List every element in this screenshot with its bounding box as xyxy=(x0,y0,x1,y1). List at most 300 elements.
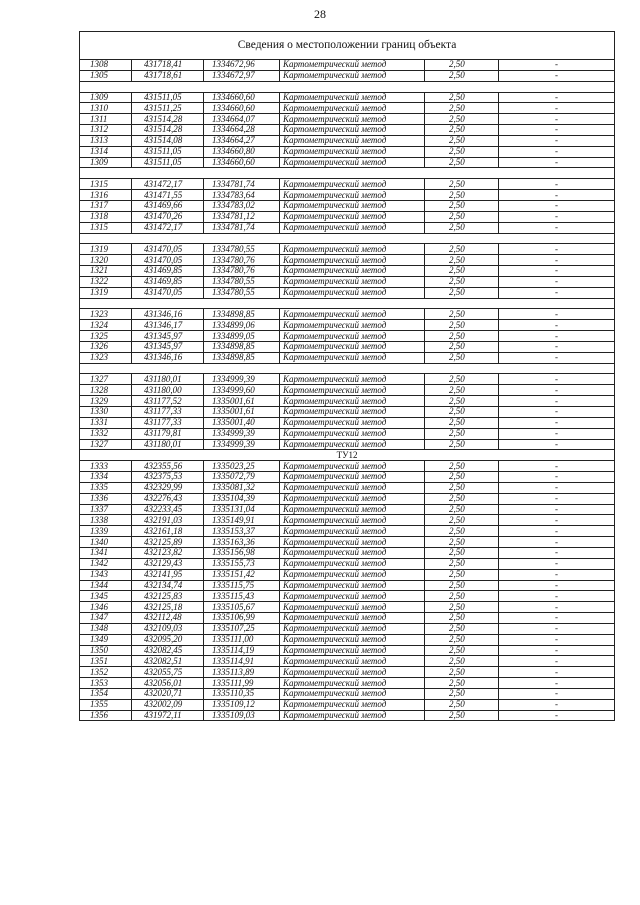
coordinate-x: 432095,20 xyxy=(132,634,204,645)
coordinate-x: 432082,51 xyxy=(132,656,204,667)
precision-cell: 2,50 xyxy=(425,70,499,81)
point-number: 1335 xyxy=(80,482,132,493)
method-cell: Картометрический метод xyxy=(280,396,425,407)
table-row xyxy=(80,515,615,526)
point-number: 1345 xyxy=(80,591,132,602)
coordinate-x: 431511,25 xyxy=(132,103,204,114)
description-cell: - xyxy=(499,613,615,624)
coordinate-x: 431514,08 xyxy=(132,135,204,146)
description-cell: - xyxy=(499,515,615,526)
coordinate-x: 432134,74 xyxy=(132,580,204,591)
point-number: 1343 xyxy=(80,569,132,580)
description-cell: - xyxy=(499,710,615,721)
point-number: 1312 xyxy=(80,125,132,136)
precision-cell: 2,50 xyxy=(425,613,499,624)
group-separator xyxy=(80,168,615,179)
precision-cell: 2,50 xyxy=(425,114,499,125)
description-cell: - xyxy=(499,309,615,320)
table-row xyxy=(80,569,615,580)
table-title: Сведения о местоположении границ объекта xyxy=(80,32,615,60)
precision-cell: 2,50 xyxy=(425,244,499,255)
method-cell: Картометрический метод xyxy=(280,591,425,602)
coordinate-x: 431718,61 xyxy=(132,70,204,81)
method-cell: Картометрический метод xyxy=(280,255,425,266)
coordinate-y: 1335105,67 xyxy=(204,602,280,613)
description-cell: - xyxy=(499,407,615,418)
method-cell: Картометрический метод xyxy=(280,461,425,472)
description-cell: - xyxy=(499,222,615,233)
table-row xyxy=(80,613,615,624)
method-cell: Картометрический метод xyxy=(280,656,425,667)
method-cell: Картометрический метод xyxy=(280,222,425,233)
coordinate-y: 1335156,98 xyxy=(204,547,280,558)
precision-cell: 2,50 xyxy=(425,331,499,342)
point-number: 1316 xyxy=(80,190,132,201)
method-cell: Картометрический метод xyxy=(280,407,425,418)
coordinate-y: 1334780,55 xyxy=(204,287,280,298)
coordinate-y: 1335115,43 xyxy=(204,591,280,602)
precision-cell: 2,50 xyxy=(425,515,499,526)
precision-cell: 2,50 xyxy=(425,428,499,439)
table-row xyxy=(80,667,615,678)
coordinate-y: 1334999,39 xyxy=(204,439,280,450)
coordinate-x: 431469,66 xyxy=(132,200,204,211)
coordinate-y: 1334898,85 xyxy=(204,352,280,363)
precision-cell: 2,50 xyxy=(425,493,499,504)
method-cell: Картометрический метод xyxy=(280,103,425,114)
description-cell: - xyxy=(499,580,615,591)
table-row xyxy=(80,461,615,472)
table-row xyxy=(80,146,615,157)
coordinate-y: 1334781,12 xyxy=(204,211,280,222)
coordinate-x: 432191,03 xyxy=(132,515,204,526)
method-cell: Картометрический метод xyxy=(280,92,425,103)
coordinate-x: 431972,11 xyxy=(132,710,204,721)
coordinate-x: 432129,43 xyxy=(132,558,204,569)
point-number: 1331 xyxy=(80,417,132,428)
coordinate-x: 431511,05 xyxy=(132,92,204,103)
coordinate-y: 1335163,36 xyxy=(204,537,280,548)
table-row xyxy=(80,645,615,656)
table-row xyxy=(80,688,615,699)
section-header-row xyxy=(80,450,615,461)
table-row xyxy=(80,678,615,689)
method-cell: Картометрический метод xyxy=(280,623,425,634)
coordinate-y: 1335023,25 xyxy=(204,461,280,472)
coordinate-x: 431472,17 xyxy=(132,179,204,190)
coordinate-x: 431718,41 xyxy=(132,60,204,71)
point-number: 1328 xyxy=(80,385,132,396)
method-cell: Картометрический метод xyxy=(280,547,425,558)
table-row xyxy=(80,504,615,515)
coordinate-y: 1334783,64 xyxy=(204,190,280,201)
precision-cell: 2,50 xyxy=(425,504,499,515)
point-number: 1314 xyxy=(80,146,132,157)
coordinate-y: 1334899,06 xyxy=(204,320,280,331)
method-cell: Картометрический метод xyxy=(280,60,425,71)
description-cell: - xyxy=(499,385,615,396)
table-row xyxy=(80,417,615,428)
table-row xyxy=(80,157,615,168)
method-cell: Картометрический метод xyxy=(280,504,425,515)
method-cell: Картометрический метод xyxy=(280,428,425,439)
coordinate-y: 1334672,97 xyxy=(204,70,280,81)
coordinate-y: 1335107,25 xyxy=(204,623,280,634)
precision-cell: 2,50 xyxy=(425,547,499,558)
precision-cell: 2,50 xyxy=(425,255,499,266)
description-cell: - xyxy=(499,504,615,515)
description-cell: - xyxy=(499,157,615,168)
precision-cell: 2,50 xyxy=(425,92,499,103)
coordinate-y: 1335111,00 xyxy=(204,634,280,645)
description-cell: - xyxy=(499,320,615,331)
method-cell: Картометрический метод xyxy=(280,114,425,125)
description-cell: - xyxy=(499,114,615,125)
description-cell: - xyxy=(499,678,615,689)
method-cell: Картометрический метод xyxy=(280,320,425,331)
point-number: 1346 xyxy=(80,602,132,613)
table-row xyxy=(80,92,615,103)
point-number: 1341 xyxy=(80,547,132,558)
coordinate-y: 1334783,02 xyxy=(204,200,280,211)
precision-cell: 2,50 xyxy=(425,678,499,689)
coordinate-x: 432141,95 xyxy=(132,569,204,580)
precision-cell: 2,50 xyxy=(425,309,499,320)
table-row xyxy=(80,374,615,385)
method-cell: Картометрический метод xyxy=(280,613,425,624)
description-cell: - xyxy=(499,634,615,645)
method-cell: Картометрический метод xyxy=(280,537,425,548)
precision-cell: 2,50 xyxy=(425,211,499,222)
table-row xyxy=(80,276,615,287)
coordinate-y: 1335072,79 xyxy=(204,472,280,483)
point-number: 1332 xyxy=(80,428,132,439)
point-number: 1327 xyxy=(80,439,132,450)
point-number: 1315 xyxy=(80,179,132,190)
point-number: 1338 xyxy=(80,515,132,526)
method-cell: Картометрический метод xyxy=(280,515,425,526)
coordinate-x: 432125,89 xyxy=(132,537,204,548)
precision-cell: 2,50 xyxy=(425,461,499,472)
coordinate-x: 432109,03 xyxy=(132,623,204,634)
coordinate-y: 1334899,05 xyxy=(204,331,280,342)
point-number: 1326 xyxy=(80,341,132,352)
description-cell: - xyxy=(499,60,615,71)
method-cell: Картометрический метод xyxy=(280,374,425,385)
coordinate-x: 431346,16 xyxy=(132,352,204,363)
coordinate-x: 431180,01 xyxy=(132,374,204,385)
description-cell: - xyxy=(499,656,615,667)
precision-cell: 2,50 xyxy=(425,320,499,331)
precision-cell: 2,50 xyxy=(425,439,499,450)
table-row xyxy=(80,385,615,396)
description-cell: - xyxy=(499,547,615,558)
method-cell: Картометрический метод xyxy=(280,602,425,613)
description-cell: - xyxy=(499,125,615,136)
method-cell: Картометрический метод xyxy=(280,667,425,678)
method-cell: Картометрический метод xyxy=(280,352,425,363)
method-cell: Картометрический метод xyxy=(280,699,425,710)
table-row xyxy=(80,190,615,201)
coordinate-x: 431179,81 xyxy=(132,428,204,439)
table-row xyxy=(80,656,615,667)
precision-cell: 2,50 xyxy=(425,407,499,418)
method-cell: Картометрический метод xyxy=(280,678,425,689)
coordinate-y: 1334664,27 xyxy=(204,135,280,146)
table-row xyxy=(80,222,615,233)
coordinate-y: 1334664,28 xyxy=(204,125,280,136)
point-number: 1354 xyxy=(80,688,132,699)
method-cell: Картометрический метод xyxy=(280,439,425,450)
description-cell: - xyxy=(499,688,615,699)
table-row xyxy=(80,309,615,320)
precision-cell: 2,50 xyxy=(425,699,499,710)
precision-cell: 2,50 xyxy=(425,667,499,678)
table-row xyxy=(80,103,615,114)
precision-cell: 2,50 xyxy=(425,341,499,352)
precision-cell: 2,50 xyxy=(425,623,499,634)
table-row xyxy=(80,407,615,418)
point-number: 1336 xyxy=(80,493,132,504)
coordinate-y: 1335131,04 xyxy=(204,504,280,515)
table-row xyxy=(80,580,615,591)
method-cell: Картометрический метод xyxy=(280,526,425,537)
group-separator-row xyxy=(80,233,615,244)
description-cell: - xyxy=(499,255,615,266)
table-row xyxy=(80,287,615,298)
coordinates-sheet xyxy=(79,31,614,721)
description-cell: - xyxy=(499,276,615,287)
point-number: 1355 xyxy=(80,699,132,710)
description-cell: - xyxy=(499,211,615,222)
precision-cell: 2,50 xyxy=(425,634,499,645)
point-number: 1311 xyxy=(80,114,132,125)
description-cell: - xyxy=(499,352,615,363)
coordinate-x: 431469,85 xyxy=(132,276,204,287)
table-row xyxy=(80,493,615,504)
precision-cell: 2,50 xyxy=(425,537,499,548)
coordinate-y: 1334660,60 xyxy=(204,92,280,103)
coordinate-x: 432020,71 xyxy=(132,688,204,699)
table-row xyxy=(80,547,615,558)
point-number: 1347 xyxy=(80,613,132,624)
table-row xyxy=(80,135,615,146)
precision-cell: 2,50 xyxy=(425,190,499,201)
point-number: 1309 xyxy=(80,92,132,103)
precision-cell: 2,50 xyxy=(425,179,499,190)
point-number: 1340 xyxy=(80,537,132,548)
precision-cell: 2,50 xyxy=(425,645,499,656)
point-number: 1310 xyxy=(80,103,132,114)
table-row xyxy=(80,341,615,352)
coordinate-x: 431470,05 xyxy=(132,287,204,298)
precision-cell: 2,50 xyxy=(425,526,499,537)
coordinate-x: 431177,33 xyxy=(132,417,204,428)
coordinate-y: 1335104,39 xyxy=(204,493,280,504)
coordinate-y: 1335110,35 xyxy=(204,688,280,699)
point-number: 1315 xyxy=(80,222,132,233)
coordinate-x: 432233,45 xyxy=(132,504,204,515)
group-separator xyxy=(80,298,615,309)
coordinate-y: 1334780,76 xyxy=(204,266,280,277)
description-cell: - xyxy=(499,200,615,211)
table-row xyxy=(80,439,615,450)
point-number: 1334 xyxy=(80,472,132,483)
precision-cell: 2,50 xyxy=(425,385,499,396)
precision-cell: 2,50 xyxy=(425,146,499,157)
table-row xyxy=(80,396,615,407)
point-number: 1337 xyxy=(80,504,132,515)
coordinate-y: 1334660,60 xyxy=(204,157,280,168)
coordinate-y: 1335001,61 xyxy=(204,396,280,407)
method-cell: Картометрический метод xyxy=(280,341,425,352)
method-cell: Картометрический метод xyxy=(280,472,425,483)
precision-cell: 2,50 xyxy=(425,135,499,146)
point-number: 1342 xyxy=(80,558,132,569)
description-cell: - xyxy=(499,179,615,190)
group-separator xyxy=(80,233,615,244)
coordinate-y: 1335149,91 xyxy=(204,515,280,526)
method-cell: Картометрический метод xyxy=(280,417,425,428)
precision-cell: 2,50 xyxy=(425,417,499,428)
precision-cell: 2,50 xyxy=(425,688,499,699)
description-cell: - xyxy=(499,482,615,493)
description-cell: - xyxy=(499,190,615,201)
method-cell: Картометрический метод xyxy=(280,558,425,569)
method-cell: Картометрический метод xyxy=(280,70,425,81)
coordinate-x: 432125,18 xyxy=(132,602,204,613)
method-cell: Картометрический метод xyxy=(280,482,425,493)
coordinate-x: 431470,05 xyxy=(132,244,204,255)
point-number: 1319 xyxy=(80,287,132,298)
group-separator-row xyxy=(80,298,615,309)
method-cell: Картометрический метод xyxy=(280,179,425,190)
description-cell: - xyxy=(499,70,615,81)
precision-cell: 2,50 xyxy=(425,482,499,493)
coordinate-y: 1335081,32 xyxy=(204,482,280,493)
description-cell: - xyxy=(499,266,615,277)
method-cell: Картометрический метод xyxy=(280,569,425,580)
precision-cell: 2,50 xyxy=(425,222,499,233)
point-number: 1313 xyxy=(80,135,132,146)
description-cell: - xyxy=(499,558,615,569)
precision-cell: 2,50 xyxy=(425,287,499,298)
coordinate-x: 431514,28 xyxy=(132,125,204,136)
precision-cell: 2,50 xyxy=(425,472,499,483)
description-cell: - xyxy=(499,396,615,407)
coordinate-y: 1334999,60 xyxy=(204,385,280,396)
precision-cell: 2,50 xyxy=(425,60,499,71)
description-cell: - xyxy=(499,699,615,710)
table-row xyxy=(80,211,615,222)
coordinate-x: 431180,01 xyxy=(132,439,204,450)
point-number: 1349 xyxy=(80,634,132,645)
coordinate-x: 431511,05 xyxy=(132,157,204,168)
precision-cell: 2,50 xyxy=(425,710,499,721)
point-number: 1322 xyxy=(80,276,132,287)
precision-cell: 2,50 xyxy=(425,602,499,613)
table-row xyxy=(80,114,615,125)
table-row xyxy=(80,526,615,537)
description-cell: - xyxy=(499,341,615,352)
coordinate-x: 431471,55 xyxy=(132,190,204,201)
coordinate-y: 1334781,74 xyxy=(204,222,280,233)
coordinate-y: 1335114,91 xyxy=(204,656,280,667)
coordinate-y: 1334780,55 xyxy=(204,244,280,255)
coordinate-x: 431346,17 xyxy=(132,320,204,331)
coordinate-y: 1335001,61 xyxy=(204,407,280,418)
precision-cell: 2,50 xyxy=(425,656,499,667)
precision-cell: 2,50 xyxy=(425,276,499,287)
point-number: 1323 xyxy=(80,352,132,363)
description-cell: - xyxy=(499,526,615,537)
method-cell: Картометрический метод xyxy=(280,688,425,699)
table-row xyxy=(80,352,615,363)
coordinate-y: 1334780,76 xyxy=(204,255,280,266)
coordinate-x: 432082,45 xyxy=(132,645,204,656)
precision-cell: 2,50 xyxy=(425,200,499,211)
point-number: 1324 xyxy=(80,320,132,331)
method-cell: Картометрический метод xyxy=(280,710,425,721)
table-row xyxy=(80,244,615,255)
point-number: 1350 xyxy=(80,645,132,656)
coordinate-x: 432375,53 xyxy=(132,472,204,483)
description-cell: - xyxy=(499,244,615,255)
coordinate-x: 432276,43 xyxy=(132,493,204,504)
method-cell: Картометрический метод xyxy=(280,287,425,298)
coordinate-x: 432355,56 xyxy=(132,461,204,472)
table-row xyxy=(80,591,615,602)
point-number: 1323 xyxy=(80,309,132,320)
table-row xyxy=(80,125,615,136)
precision-cell: 2,50 xyxy=(425,157,499,168)
table-row xyxy=(80,537,615,548)
precision-cell: 2,50 xyxy=(425,591,499,602)
method-cell: Картометрический метод xyxy=(280,190,425,201)
point-number: 1339 xyxy=(80,526,132,537)
description-cell: - xyxy=(499,331,615,342)
description-cell: - xyxy=(499,472,615,483)
method-cell: Картометрический метод xyxy=(280,157,425,168)
method-cell: Картометрический метод xyxy=(280,135,425,146)
method-cell: Картометрический метод xyxy=(280,200,425,211)
coordinate-y: 1335155,73 xyxy=(204,558,280,569)
method-cell: Картометрический метод xyxy=(280,266,425,277)
coordinate-y: 1334999,39 xyxy=(204,374,280,385)
table-row xyxy=(80,623,615,634)
coordinate-y: 1334781,74 xyxy=(204,179,280,190)
description-cell: - xyxy=(499,439,615,450)
description-cell: - xyxy=(499,417,615,428)
precision-cell: 2,50 xyxy=(425,580,499,591)
coordinate-y: 1335114,19 xyxy=(204,645,280,656)
description-cell: - xyxy=(499,146,615,157)
precision-cell: 2,50 xyxy=(425,352,499,363)
description-cell: - xyxy=(499,374,615,385)
group-separator-row xyxy=(80,363,615,374)
coordinate-y: 1335001,40 xyxy=(204,417,280,428)
precision-cell: 2,50 xyxy=(425,569,499,580)
point-number: 1317 xyxy=(80,200,132,211)
description-cell: - xyxy=(499,92,615,103)
point-number: 1319 xyxy=(80,244,132,255)
description-cell: - xyxy=(499,103,615,114)
method-cell: Картометрический метод xyxy=(280,125,425,136)
precision-cell: 2,50 xyxy=(425,266,499,277)
coordinate-y: 1334664,07 xyxy=(204,114,280,125)
coordinate-y: 1334898,85 xyxy=(204,341,280,352)
coordinate-x: 431180,00 xyxy=(132,385,204,396)
